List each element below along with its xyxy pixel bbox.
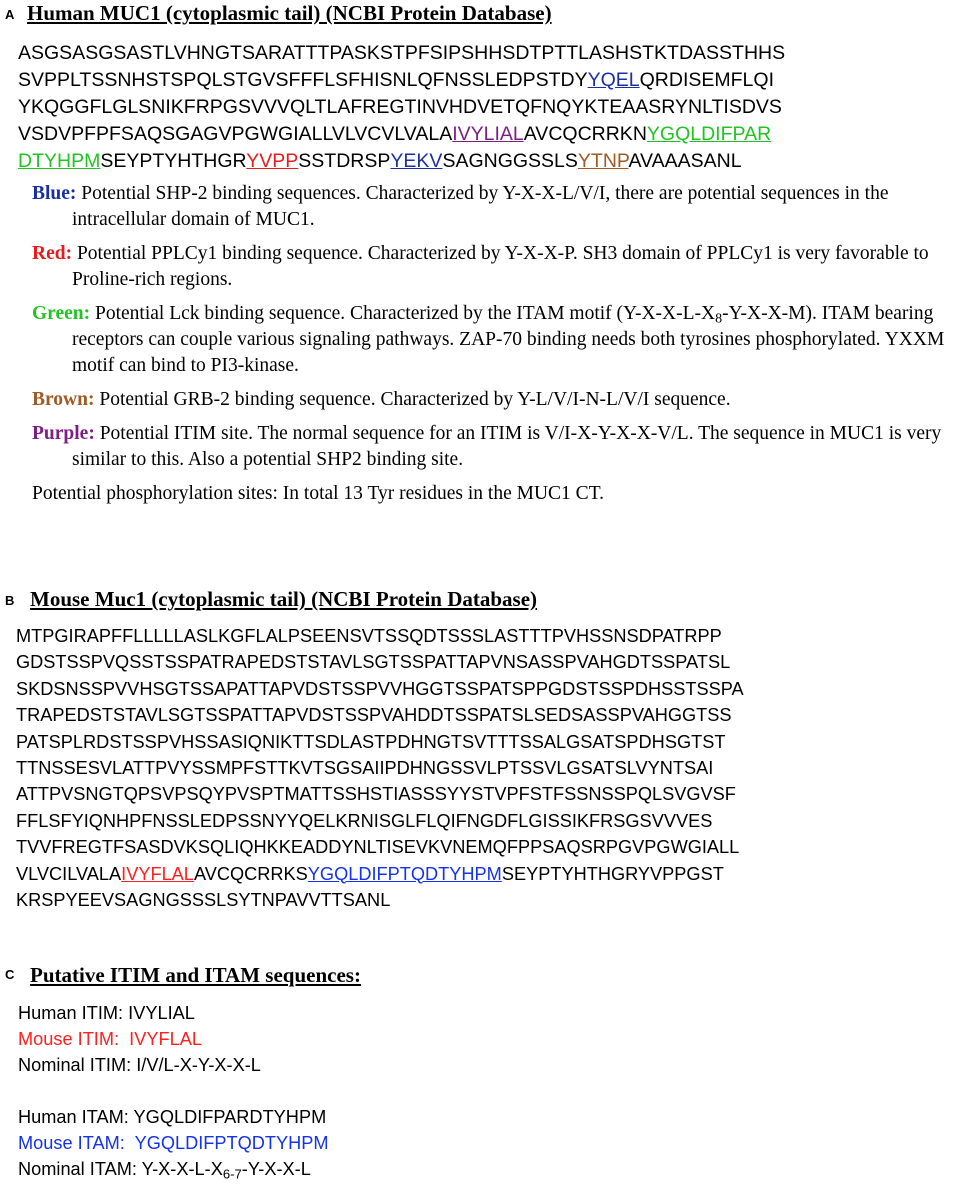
legend-green-text-b: -Y-X-X-M). ITAM bearing receptors can couple various signaling pathways. ZAP-70 binding needs both tyrosines phosphorylated. YXXM motif can bind to PI3-kinase. [72, 303, 945, 376]
mouse-seq-line-7: ATTPVSNGTQPSVPSQYPVSPTMATTSSHSTIASSSYYSTVPFSTFSSNSSPQLSVGVSF [16, 784, 736, 805]
human-seq-line-5b: SSTDRSP [298, 150, 391, 172]
panel-b-title: Mouse Muc1 (cytoplasmic tail) (NCBI Protein Database) [30, 587, 538, 611]
human-seq-line-4a: VSDVPFPFSAQSGAGVPGWGIALLVLVCVLVALA [18, 123, 453, 145]
human-seq-line-5d: AVAAASANL [628, 150, 742, 172]
panel-c-letter: C [5, 967, 15, 982]
itim-itam-comparison [18, 1000, 329, 1182]
human-grb2-motif: YTNP [577, 150, 629, 172]
mouse-seq-line-10a: VLVCILVALA [16, 863, 122, 884]
nominal-itam-line [18, 1156, 329, 1182]
human-seq-line-2a: SVPPLTSSNHSTSPQLSTGVSFFFLSFHISNLQFNSSLEDPSTDY [18, 69, 588, 91]
legend-green-text-a: Potential Lck binding sequence. Characterized by the ITAM motif (Y-X-X-L-X [95, 303, 716, 324]
mouse-itam-motif: YGQLDIFPTQDTYHPM [307, 863, 502, 884]
human-shp2-motif-2: YEKV [390, 150, 443, 172]
nominal-itam-subscript: 6-7 [222, 1166, 242, 1182]
mouse-itim-motif: IVYFLAL [121, 863, 194, 884]
mouse-seq-line-3: SKDSNSSPVVHSGTSSAPATTAPVDSTSSPVVHGGTSSPATSPPGDSTSSPDHSSTSSPA [16, 678, 744, 699]
color-legend [32, 181, 962, 507]
nominal-itim-line: Nominal ITIM: I/V/L-X-Y-X-X-L [18, 1055, 261, 1075]
legend-red-label: Red: [32, 243, 73, 264]
human-pplc-motif: YVPP [246, 150, 299, 172]
panel-b-letter: B [5, 593, 15, 608]
legend-green [32, 301, 962, 379]
human-muc1-sequence [18, 40, 785, 175]
human-seq-line-3: YKQGGFLGLSNIKFRPGSVVVQLTLAFREGTINVHDVETQFNQYKTEAASRYNLTISDVS [18, 96, 782, 118]
human-seq-line-1: ASGSASGSASTLVHNGTSARATTTPASKSTPFSIPSHHSDTPTTLASHSTKTDASSTHHS [18, 42, 786, 64]
legend-purple [32, 421, 962, 473]
human-itim-motif: IVYLIAL [452, 123, 524, 145]
mouse-seq-line-5: PATSPLRDSTSSPVHSSASIQNIKTTSDLASTPDHNGTSVTTTSSALGSATSPDHSGTST [16, 731, 726, 752]
mouse-seq-line-10c: SEYPTYHTHGRYVPPGST [501, 863, 724, 884]
nominal-itam-text-b: -Y-X-X-L [241, 1159, 311, 1179]
legend-brown-text: Potential GRB-2 binding sequence. Characterized by Y-L/V/I-N-L/V/I sequence. [99, 389, 731, 410]
legend-brown-label: Brown: [32, 389, 95, 410]
legend-brown [32, 387, 962, 413]
legend-red [32, 241, 962, 293]
mouse-seq-line-10b: AVCQCRRKS [193, 863, 308, 884]
mouse-seq-line-8: FFLSFYIQNHPFNSSLEDPSSNYYQELKRNISGLFLQIFNGDFLGISSIKFRSGSVVVES [16, 810, 713, 831]
panel-a-letter: A [5, 7, 15, 22]
legend-blue-label: Blue: [32, 183, 77, 204]
mouse-seq-line-6: TTNSSESVLATTPVYSSMPFSTTKVTSGSAIIPDHNGSSVLPTSSVLGSATSLVYNTSAI [16, 758, 714, 779]
human-seq-line-5c: SAGNGGSSLS [442, 150, 578, 172]
human-seq-line-5a: SEYPTYHTHGR [100, 150, 247, 172]
human-seq-line-4b: AVCQCRRKN [523, 123, 647, 145]
mouse-seq-line-11: KRSPYEEVSAGNGSSSLSYTNPAVVTTSANL [16, 890, 391, 911]
legend-green-subscript: 8 [715, 310, 723, 327]
spacer [18, 1078, 329, 1104]
legend-green-label: Green: [32, 303, 91, 324]
human-itam-motif-part-2: DTYHPM [18, 150, 101, 172]
mouse-itim-line: Mouse ITIM: IVYFLAL [18, 1029, 202, 1049]
mouse-seq-line-9: TVVFREGTFSASDVKSQLIQHKKEADDYNLTISEVKVNEMQFPPSAQSRPGVPGWGIALL [16, 837, 740, 858]
human-seq-line-2b: QRDISEMFLQI [639, 69, 774, 91]
legend-purple-label: Purple: [32, 423, 95, 444]
legend-red-text: Potential PPLCy1 binding sequence. Characterized by Y-X-X-P. SH3 domain of PPLCy1 is very favorable to Proline-rich regions. [72, 243, 929, 290]
mouse-itam-line: Mouse ITAM: YGQLDIFPTQDTYHPM [18, 1133, 329, 1153]
human-itam-motif-part-1: YGQLDIFPAR [646, 123, 772, 145]
legend-blue-text: Potential SHP-2 binding sequences. Characterized by Y-X-X-L/V/I, there are potential sequences in the intracellular domain of MUC1. [72, 183, 889, 230]
human-itam-line: Human ITAM: YGQLDIFPARDTYHPM [18, 1107, 327, 1127]
legend-blue [32, 181, 962, 233]
panel-c-title: Putative ITIM and ITAM sequences: [30, 963, 361, 987]
mouse-seq-line-4: TRAPEDSTSTAVLSGTSSPATTAPVDSTSSPVAHDDTSSPATSLSEDSASSPVAHGGTSS [16, 705, 732, 726]
mouse-seq-line-1: MTPGIRAPFFLLLLLASLKGFLALPSEENSVTSSQDTSSSLASTTTPVHSSNSDPATRPP [16, 626, 722, 646]
human-shp2-motif-1: YQEL [587, 69, 640, 91]
mouse-muc1-sequence [16, 623, 744, 913]
panel-a-title: Human MUC1 (cytoplasmic tail) (NCBI Protein Database) [27, 1, 552, 25]
human-itim-line: Human ITIM: IVYLIAL [18, 1003, 195, 1023]
legend-purple-text: Potential ITIM site. The normal sequence for an ITIM is V/I-X-Y-X-X-V/L. The sequence in MUC1 is very similar to this. Also a potential SHP2 binding site. [72, 423, 942, 470]
mouse-seq-line-2: GDSTSSPVQSSTSSPATRAPEDSTSTAVLSGTSSPATTAPVNSASSPVAHGDTSSPATSL [16, 652, 731, 673]
phosphorylation-note: Potential phosphorylation sites: In total 13 Tyr residues in the MUC1 CT. [32, 483, 605, 504]
nominal-itam-text-a: Nominal ITAM: Y-X-X-L-X [18, 1159, 223, 1179]
